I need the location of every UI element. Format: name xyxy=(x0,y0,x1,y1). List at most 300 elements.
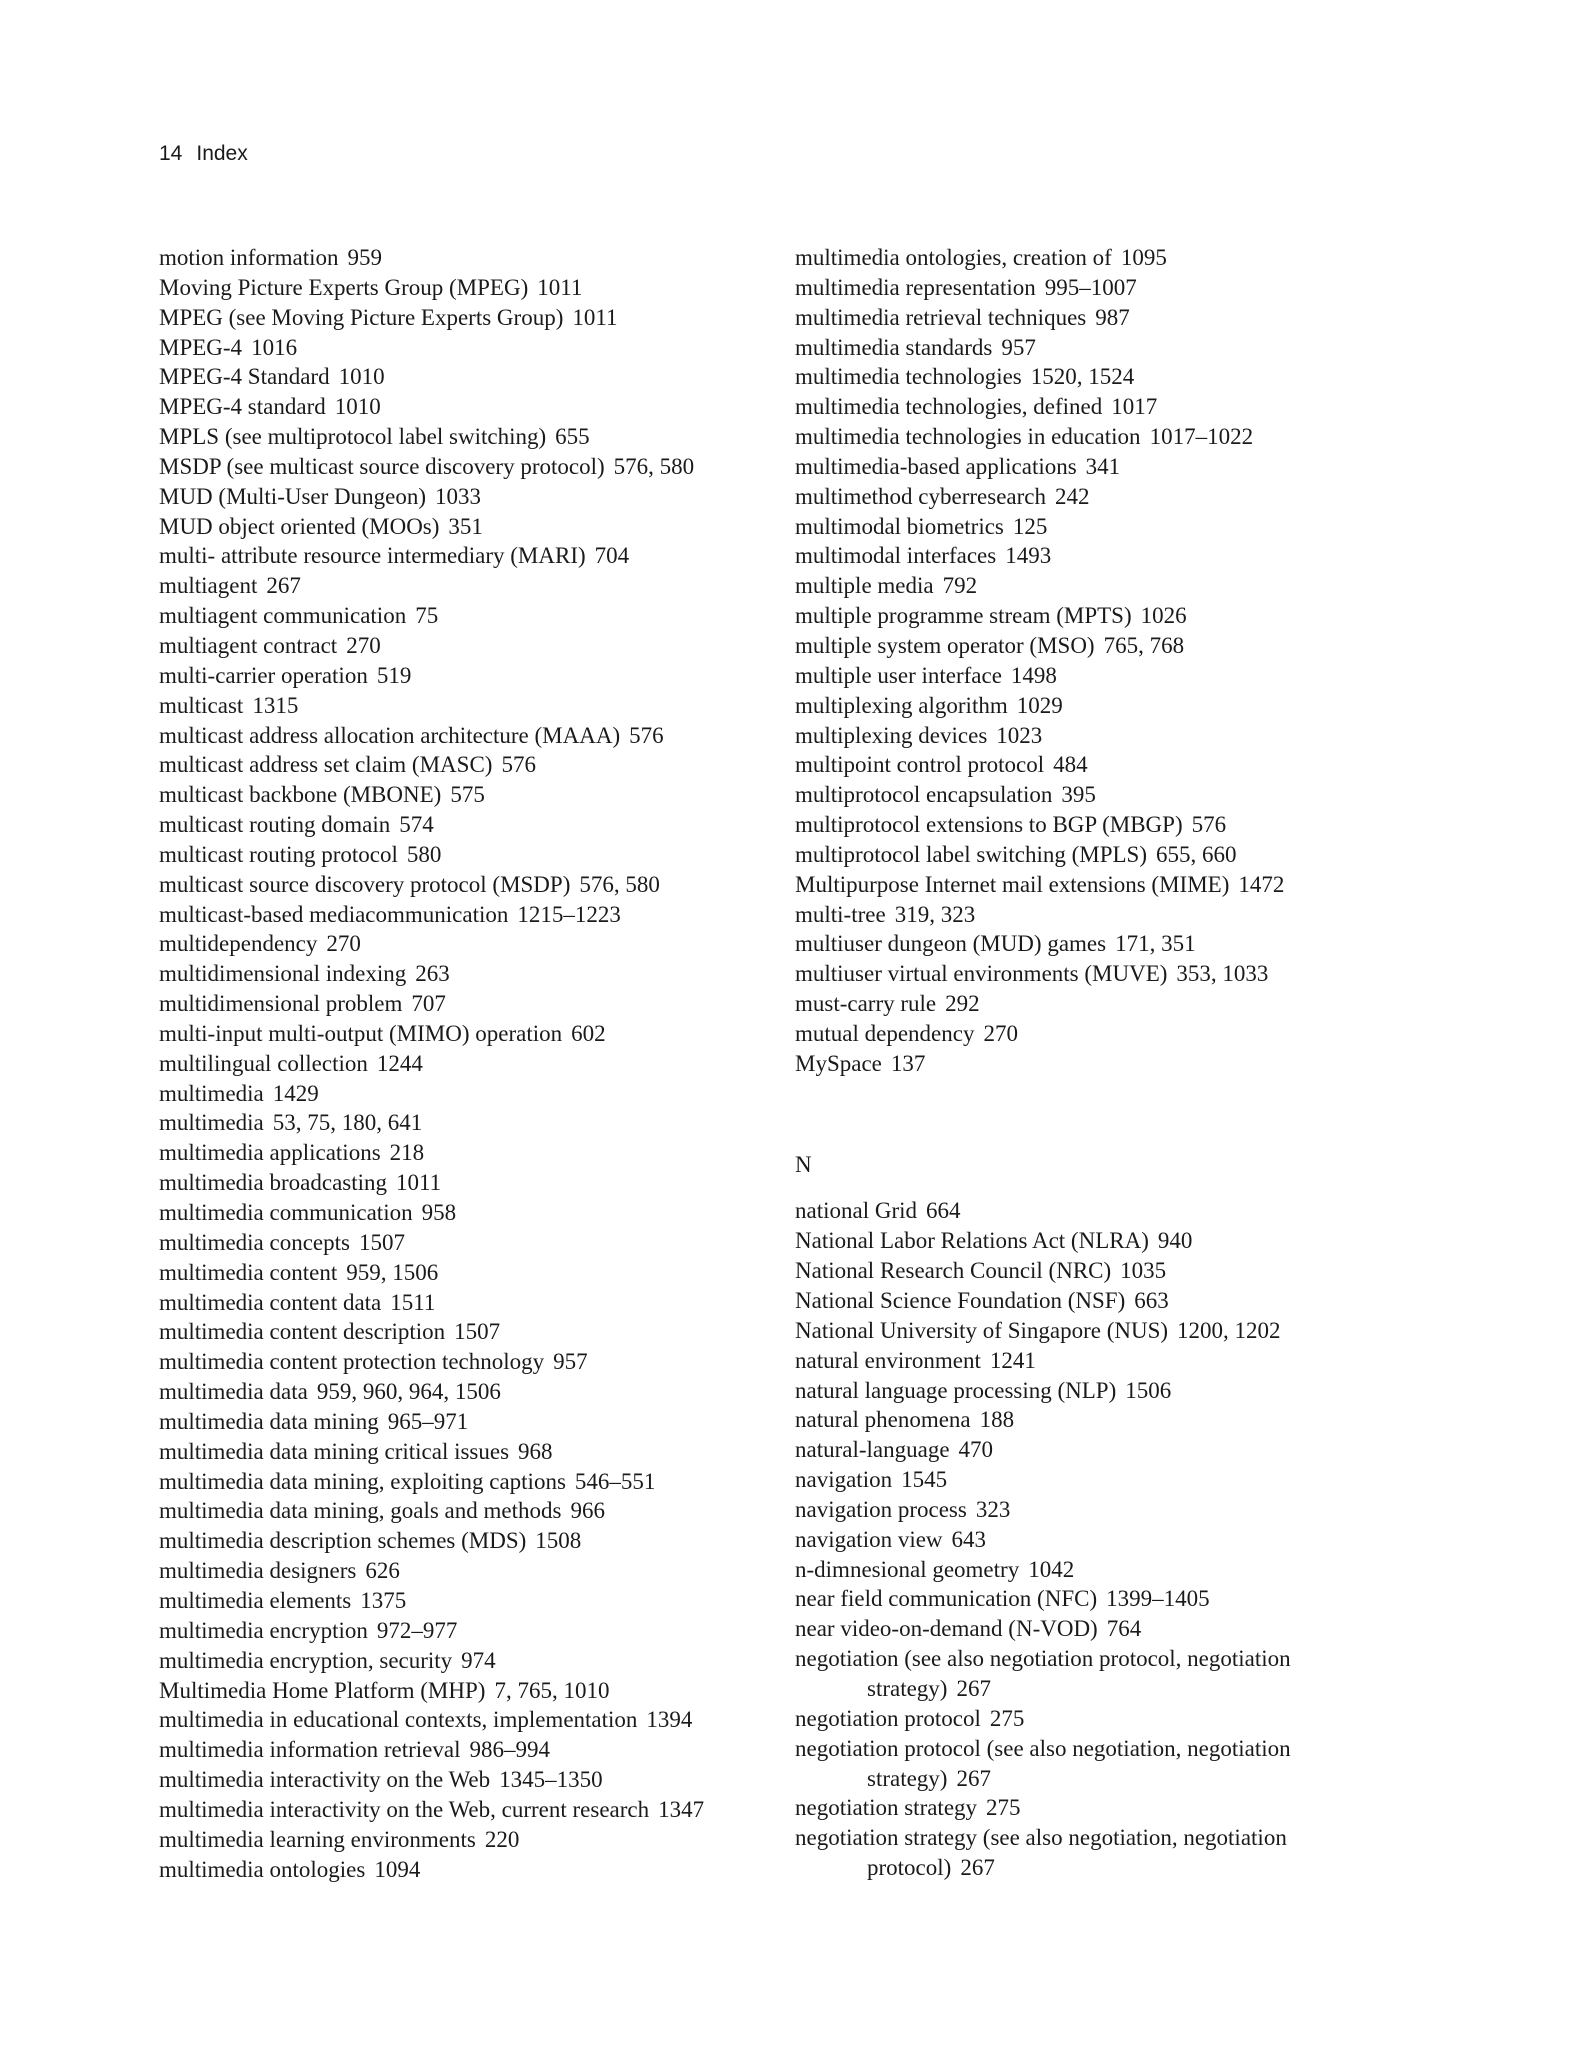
index-page-refs: 1394 xyxy=(646,1707,693,1733)
index-page-refs: 965–971 xyxy=(387,1408,469,1434)
index-entry xyxy=(795,422,1355,452)
index-term: multicast-based mediacommunication xyxy=(159,901,509,927)
index-page-refs: 267 xyxy=(956,1675,991,1701)
index-term: multimedia designers xyxy=(159,1558,357,1584)
index-term: multicast routing protocol xyxy=(159,841,398,867)
index-page-refs: 519 xyxy=(376,662,412,688)
index-page-refs: 576, 580 xyxy=(579,871,660,897)
index-term: Moving Picture Experts Group (MPEG) xyxy=(159,274,529,300)
index-entry xyxy=(159,1705,774,1735)
index-entry xyxy=(795,1376,1355,1406)
index-page-refs: 574 xyxy=(399,812,434,838)
index-entry xyxy=(159,541,774,571)
index-term: multiple system operator (MSO) xyxy=(795,632,1095,658)
index-entry xyxy=(795,750,1355,780)
index-term: multimedia technologies, defined xyxy=(795,394,1103,420)
index-page-refs: 270 xyxy=(983,1020,1018,1046)
index-entry xyxy=(795,1465,1355,1495)
index-entry xyxy=(795,571,1355,601)
index-entry xyxy=(159,1407,774,1437)
index-entry xyxy=(795,1196,1355,1226)
index-entries-m-continued xyxy=(795,243,1355,1079)
index-column-left xyxy=(159,243,774,1884)
index-term: multiple media xyxy=(795,573,934,599)
index-page-refs: 1345–1350 xyxy=(499,1767,603,1793)
index-entry xyxy=(795,1256,1355,1286)
index-term: multilingual collection xyxy=(159,1050,368,1076)
index-term: multi-tree xyxy=(795,901,886,927)
index-entry xyxy=(795,362,1355,392)
index-term: multipoint control protocol xyxy=(795,752,1045,778)
index-entry xyxy=(159,1616,774,1646)
index-page-refs: 765, 768 xyxy=(1103,632,1185,658)
index-entry xyxy=(795,1495,1355,1525)
index-entry xyxy=(159,1138,774,1168)
index-entry xyxy=(159,1496,774,1526)
index-term: multimedia technologies in education xyxy=(795,424,1141,450)
index-page-refs: 1498 xyxy=(1010,662,1057,688)
index-page-refs: 1472 xyxy=(1238,871,1285,897)
index-page-refs: 125 xyxy=(1012,513,1048,539)
index-entry xyxy=(795,1734,1355,1794)
index-term: natural environment xyxy=(795,1347,981,1373)
index-term: Multimedia Home Platform (MHP) xyxy=(159,1677,486,1703)
index-page-refs: 707 xyxy=(411,991,446,1017)
index-entry xyxy=(795,243,1355,273)
index-entry xyxy=(159,243,774,273)
index-term: multicast xyxy=(159,692,244,718)
index-entry xyxy=(159,422,774,452)
index-term: multi- attribute resource intermediary (MARI) xyxy=(159,543,586,569)
index-entry xyxy=(159,512,774,542)
index-page-refs: 1520, 1524 xyxy=(1030,364,1135,390)
index-entry xyxy=(795,1019,1355,1049)
index-entry xyxy=(159,303,774,333)
index-term: multimedia concepts xyxy=(159,1229,350,1255)
index-entry xyxy=(795,1525,1355,1555)
index-page-refs: 576, 580 xyxy=(613,453,695,479)
index-page-refs: 1429 xyxy=(272,1080,319,1106)
index-entry xyxy=(159,870,774,900)
index-page-refs: 292 xyxy=(945,991,980,1017)
index-page-refs: 1200, 1202 xyxy=(1177,1317,1281,1343)
index-page-refs: 792 xyxy=(942,573,978,599)
index-term: multiprotocol extensions to BGP (MBGP) xyxy=(795,812,1183,838)
index-page-refs: 966 xyxy=(570,1498,605,1524)
index-entry xyxy=(795,840,1355,870)
index-page-refs: 319, 323 xyxy=(894,901,976,927)
index-page-refs: 958 xyxy=(421,1200,457,1225)
index-term: National Labor Relations Act (NLRA) xyxy=(795,1228,1149,1254)
index-term: multimedia representation xyxy=(795,274,1036,300)
index-page-refs: 580 xyxy=(406,841,442,867)
running-head-title: Index xyxy=(196,142,248,165)
index-page-refs: 974 xyxy=(461,1647,496,1673)
index-entry xyxy=(795,1316,1355,1346)
index-page-refs: 341 xyxy=(1085,453,1121,479)
index-entry xyxy=(795,1614,1355,1644)
index-term: natural-language xyxy=(795,1437,950,1463)
index-term: multimedia content description xyxy=(159,1319,446,1345)
index-term: multimedia encryption, security xyxy=(159,1647,453,1673)
index-page-refs: 267 xyxy=(960,1855,995,1881)
index-page-refs: 1244 xyxy=(376,1050,423,1076)
index-page-refs: 218 xyxy=(389,1140,425,1166)
index-entry xyxy=(159,900,774,930)
index-term: MPEG-4 standard xyxy=(159,394,326,420)
index-entry xyxy=(795,482,1355,512)
index-term: multi-input multi-output (MIMO) operation xyxy=(159,1020,563,1046)
page-number: 14 xyxy=(159,142,183,165)
index-term: multiple user interface xyxy=(795,662,1002,688)
index-page-refs: 546–551 xyxy=(574,1468,656,1494)
index-term: negotiation (see also negotiation protocol, negotiation strategy) xyxy=(795,1646,1291,1701)
index-entry xyxy=(159,1317,774,1347)
index-term: multidependency xyxy=(159,931,318,957)
index-page-refs: 1010 xyxy=(334,394,381,420)
index-term: MPEG (see Moving Picture Experts Group) xyxy=(159,304,564,330)
index-page-refs: 1029 xyxy=(1016,692,1063,718)
index-term: MySpace xyxy=(795,1050,882,1076)
index-term: multimedia in educational contexts, implementation xyxy=(159,1707,638,1733)
index-entry xyxy=(159,1198,774,1228)
index-page-refs: 1017 xyxy=(1111,394,1158,420)
index-entry xyxy=(795,1226,1355,1256)
index-page-refs: 643 xyxy=(951,1526,987,1552)
index-page-refs: 267 xyxy=(266,573,301,599)
index-entry xyxy=(159,392,774,422)
index-entry xyxy=(159,721,774,751)
index-page-refs: 655 xyxy=(555,424,590,450)
index-page-refs: 1347 xyxy=(658,1796,705,1822)
index-page-refs: 1094 xyxy=(374,1856,421,1882)
index-page-refs: 1399–1405 xyxy=(1106,1586,1210,1612)
index-entry xyxy=(159,1765,774,1795)
index-term: multiuser virtual environments (MUVE) xyxy=(795,961,1168,987)
index-page-refs: 986–994 xyxy=(469,1737,550,1763)
index-entry xyxy=(159,1825,774,1855)
index-entry xyxy=(795,661,1355,691)
index-page-refs: 1010 xyxy=(338,364,385,390)
index-page-refs: 1507 xyxy=(358,1229,405,1255)
index-term: MPEG-4 xyxy=(159,334,243,360)
index-entry xyxy=(159,1437,774,1467)
index-page-refs: 470 xyxy=(958,1437,994,1463)
index-page-refs: 242 xyxy=(1054,483,1090,509)
index-entry xyxy=(795,1704,1355,1734)
index-entry xyxy=(795,959,1355,989)
index-term: multimedia applications xyxy=(159,1140,381,1166)
index-page-refs: 1506 xyxy=(1125,1377,1172,1403)
index-entry xyxy=(795,1405,1355,1435)
index-entry xyxy=(795,392,1355,422)
index-page-refs: 1511 xyxy=(390,1289,436,1315)
index-page-refs: 220 xyxy=(484,1826,520,1852)
index-term: National University of Singapore (NUS) xyxy=(795,1317,1169,1343)
index-term: multimedia interactivity on the Web xyxy=(159,1767,491,1793)
index-term: multiplexing devices xyxy=(795,722,988,748)
index-page-refs: 1033 xyxy=(435,483,482,509)
index-entry xyxy=(795,1823,1355,1883)
index-term: multimedia retrieval techniques xyxy=(795,304,1087,330)
index-term: multiprotocol encapsulation xyxy=(795,782,1053,808)
index-page-refs: 1035 xyxy=(1120,1258,1167,1284)
index-term: multimedia interactivity on the Web, current research xyxy=(159,1796,650,1822)
index-entry xyxy=(159,1467,774,1497)
index-term: multiagent communication xyxy=(159,603,407,629)
index-term: multimedia data xyxy=(159,1379,308,1405)
index-entry xyxy=(159,661,774,691)
index-entry xyxy=(159,1168,774,1198)
index-term: multicast backbone (MBONE) xyxy=(159,782,442,808)
index-entry xyxy=(795,900,1355,930)
index-entry xyxy=(159,840,774,870)
index-entry xyxy=(795,333,1355,363)
index-term: multimedia data mining, goals and methods xyxy=(159,1498,562,1524)
index-term: MUD object oriented (MOOs) xyxy=(159,513,440,539)
index-page-refs: 957 xyxy=(553,1349,588,1375)
index-term: National Science Foundation (NSF) xyxy=(795,1288,1126,1313)
index-page-refs: 1011 xyxy=(396,1170,442,1196)
index-entry xyxy=(159,1079,774,1109)
index-term: multimedia description schemes (MDS) xyxy=(159,1528,527,1554)
index-entry xyxy=(159,1586,774,1616)
index-page-refs: 1493 xyxy=(1005,543,1052,569)
index-entry xyxy=(159,273,774,303)
index-page-refs: 704 xyxy=(594,543,630,569)
index-term: motion information xyxy=(159,245,339,270)
index-term: multimodal interfaces xyxy=(795,543,997,569)
index-page-refs: 171, 351 xyxy=(1115,931,1196,957)
index-term: mutual dependency xyxy=(795,1020,975,1046)
index-entry xyxy=(795,452,1355,482)
index-entry xyxy=(795,512,1355,542)
index-term: multimedia content data xyxy=(159,1289,382,1315)
index-term: multimedia information retrieval xyxy=(159,1737,461,1763)
index-page-refs: 188 xyxy=(979,1407,1015,1433)
index-term: multicast address set claim (MASC) xyxy=(159,752,493,778)
index-page-refs: 576 xyxy=(1191,812,1227,838)
index-term: multicast routing domain xyxy=(159,812,391,838)
index-entry xyxy=(159,1288,774,1318)
index-entry xyxy=(159,631,774,661)
index-entry xyxy=(159,810,774,840)
index-term: multimedia content protection technology xyxy=(159,1349,545,1375)
index-term: multimedia ontologies, creation of xyxy=(795,245,1112,270)
index-term: MSDP (see multicast source discovery protocol) xyxy=(159,453,605,479)
index-term: multimedia content xyxy=(159,1259,338,1285)
index-entry xyxy=(795,273,1355,303)
index-page-refs: 987 xyxy=(1095,304,1130,330)
index-page-refs: 1042 xyxy=(1028,1556,1075,1582)
index-page-refs: 626 xyxy=(365,1558,400,1584)
index-page-refs: 576 xyxy=(501,752,536,778)
index-page-refs: 53, 75, 180, 641 xyxy=(272,1110,423,1136)
index-term: n-dimnesional geometry xyxy=(795,1556,1020,1582)
index-entry xyxy=(159,959,774,989)
index-entry xyxy=(159,1049,774,1079)
index-entry xyxy=(795,631,1355,661)
index-page-refs: 484 xyxy=(1053,752,1088,778)
index-entry xyxy=(159,1228,774,1258)
index-entry xyxy=(795,721,1355,751)
index-term: multicast address allocation architecture (MAAA) xyxy=(159,722,621,748)
index-term: multimedia data mining critical issues xyxy=(159,1438,510,1464)
index-page-refs: 968 xyxy=(518,1438,553,1464)
index-page-refs: 7, 765, 1010 xyxy=(494,1677,610,1703)
index-term: near field communication (NFC) xyxy=(795,1586,1098,1612)
index-term: MPEG-4 Standard xyxy=(159,364,330,390)
index-term: multiagent xyxy=(159,573,258,599)
index-entry xyxy=(159,1526,774,1556)
index-term: MPLS (see multiprotocol label switching) xyxy=(159,424,547,450)
index-page-refs: 1315 xyxy=(252,692,299,718)
index-page-refs: 940 xyxy=(1157,1228,1193,1254)
index-entry xyxy=(159,571,774,601)
index-column-right xyxy=(795,243,1355,1883)
index-entry xyxy=(795,780,1355,810)
index-entry xyxy=(159,601,774,631)
index-page-refs: 263 xyxy=(415,961,450,987)
index-term: negotiation protocol xyxy=(795,1705,981,1731)
index-term: multicast source discovery protocol (MSDP) xyxy=(159,871,571,897)
index-entry xyxy=(795,810,1355,840)
index-entry xyxy=(159,362,774,392)
index-term: multimedia-based applications xyxy=(795,453,1077,479)
index-page-refs: 275 xyxy=(989,1705,1025,1731)
index-entry xyxy=(795,929,1355,959)
index-page-refs: 1545 xyxy=(901,1467,948,1493)
index-entry xyxy=(159,929,774,959)
index-term: multimedia encryption xyxy=(159,1617,368,1643)
index-term: multidimensional problem xyxy=(159,991,403,1017)
index-page-refs: 353, 1033 xyxy=(1176,961,1269,987)
index-term: negotiation strategy (see also negotiation, negotiation protocol) xyxy=(795,1825,1287,1881)
index-page-refs: 1241 xyxy=(989,1347,1036,1373)
index-term: multiplexing algorithm xyxy=(795,692,1008,718)
index-term: multiagent contract xyxy=(159,632,338,658)
index-page-refs: 957 xyxy=(1001,334,1036,360)
index-entry xyxy=(159,780,774,810)
index-page-refs: 267 xyxy=(956,1765,991,1791)
running-head xyxy=(159,142,248,166)
index-term: multiuser dungeon (MUD) games xyxy=(795,931,1107,957)
index-term: near video-on-demand (N-VOD) xyxy=(795,1616,1098,1642)
index-entry xyxy=(795,303,1355,333)
index-term: multimedia ontologies xyxy=(159,1856,366,1882)
index-page-refs: 1011 xyxy=(572,304,618,330)
index-entry xyxy=(159,1556,774,1586)
index-page-refs: 575 xyxy=(450,782,485,808)
index-entry xyxy=(795,601,1355,631)
index-entry xyxy=(795,1644,1355,1704)
index-entry xyxy=(159,691,774,721)
index-term: natural phenomena xyxy=(795,1407,971,1433)
index-entry xyxy=(159,1676,774,1706)
index-entry xyxy=(795,1584,1355,1614)
index-page-refs: 1095 xyxy=(1120,245,1167,270)
index-term: multiple programme stream (MPTS) xyxy=(795,603,1132,629)
index-entry xyxy=(795,1793,1355,1823)
index-page-refs: 663 xyxy=(1134,1288,1169,1313)
index-entry xyxy=(159,750,774,780)
index-entry xyxy=(795,1346,1355,1376)
index-page-refs: 655, 660 xyxy=(1156,841,1237,867)
index-page-refs: 270 xyxy=(326,931,361,957)
index-entry xyxy=(159,1735,774,1765)
index-term: MUD (Multi-User Dungeon) xyxy=(159,483,427,509)
index-page-refs: 351 xyxy=(448,513,483,539)
index-term: multimedia standards xyxy=(795,334,993,360)
index-term: multidimensional indexing xyxy=(159,961,407,987)
index-page-refs: 664 xyxy=(926,1198,961,1224)
index-page-refs: 395 xyxy=(1061,782,1096,808)
index-term: multimedia learning environments xyxy=(159,1826,476,1852)
index-page-refs: 995–1007 xyxy=(1044,274,1137,300)
index-term: negotiation protocol (see also negotiation, negotiation strategy) xyxy=(795,1735,1291,1791)
index-page-refs: 1026 xyxy=(1140,603,1187,629)
index-entry xyxy=(795,1049,1355,1079)
index-entry xyxy=(159,1347,774,1377)
index-page-refs: 1375 xyxy=(360,1587,407,1613)
index-entry xyxy=(159,1377,774,1407)
index-entry xyxy=(795,541,1355,571)
index-term: navigation process xyxy=(795,1496,967,1522)
index-term: must-carry rule xyxy=(795,991,937,1017)
index-entry xyxy=(159,333,774,363)
index-term: multimedia technologies xyxy=(795,364,1022,390)
index-page-refs: 959, 1506 xyxy=(346,1259,439,1285)
index-page-refs: 1016 xyxy=(251,334,298,360)
index-term: multimedia communication xyxy=(159,1200,413,1225)
index-page-refs: 972–977 xyxy=(376,1617,458,1643)
index-term: natural language processing (NLP) xyxy=(795,1377,1117,1403)
index-page-refs: 764 xyxy=(1106,1616,1142,1642)
index-entry xyxy=(795,1555,1355,1585)
index-page-refs: 75 xyxy=(415,603,439,629)
index-term: Multipurpose Internet mail extensions (MIME) xyxy=(795,871,1230,897)
index-entry xyxy=(795,1435,1355,1465)
index-entry xyxy=(159,452,774,482)
index-term: multimedia broadcasting xyxy=(159,1170,388,1196)
index-term: navigation xyxy=(795,1467,893,1493)
index-term: multimedia elements xyxy=(159,1587,352,1613)
index-term: multimedia data mining xyxy=(159,1408,379,1434)
index-page-refs: 602 xyxy=(571,1020,606,1046)
index-term: multimedia data mining, exploiting captions xyxy=(159,1468,566,1494)
index-term: multi-carrier operation xyxy=(159,662,368,688)
index-entry xyxy=(159,1646,774,1676)
index-term: multimedia xyxy=(159,1110,264,1136)
index-entry xyxy=(159,1108,774,1138)
index-term: multimethod cyberresearch xyxy=(795,483,1046,509)
index-term: negotiation strategy xyxy=(795,1795,978,1821)
index-entry xyxy=(159,1258,774,1288)
index-term: multiprotocol label switching (MPLS) xyxy=(795,841,1147,867)
index-term: National Research Council (NRC) xyxy=(795,1258,1112,1284)
index-page-refs: 1507 xyxy=(454,1319,501,1345)
index-page-refs: 959, 960, 964, 1506 xyxy=(316,1379,501,1405)
index-page-refs: 137 xyxy=(890,1050,926,1076)
index-term: navigation view xyxy=(795,1526,943,1552)
index-page-refs: 1011 xyxy=(537,274,583,300)
index-entry xyxy=(159,1855,774,1885)
index-term: multimedia xyxy=(159,1080,264,1106)
index-page-refs: 1017–1022 xyxy=(1149,424,1254,450)
index-page-refs: 959 xyxy=(347,245,383,270)
index-entry xyxy=(795,1286,1355,1316)
index-page-refs: 270 xyxy=(346,632,381,658)
